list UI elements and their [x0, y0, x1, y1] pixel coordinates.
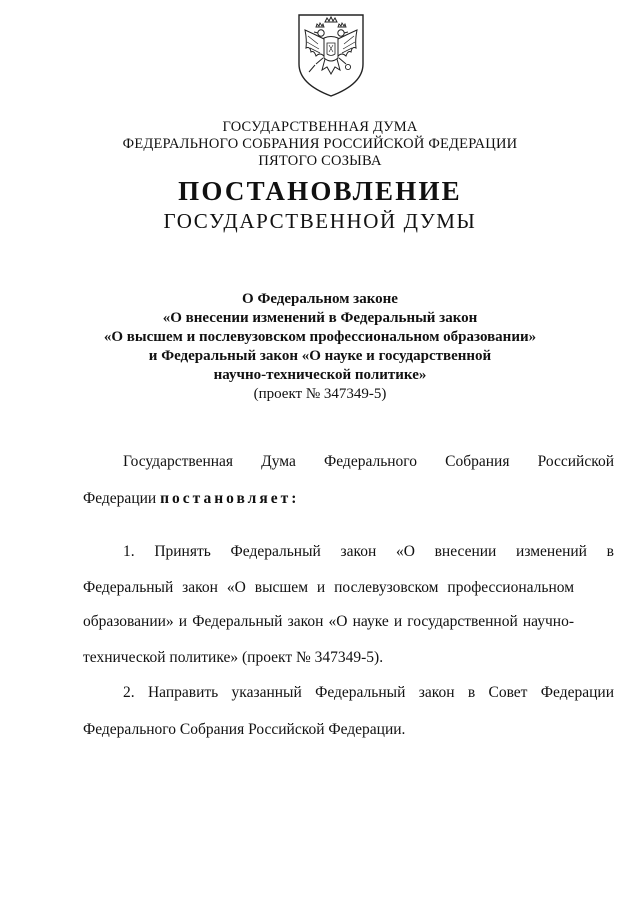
document-issuer-title: ГОСУДАРСТВЕННОЙ ДУМЫ: [163, 209, 477, 233]
document-subject: [0, 290, 640, 404]
coat-of-arms-icon: [296, 12, 366, 98]
item-2-line-1: 2. Направить указанный Федеральный закон в Совет Федерации: [123, 684, 614, 701]
subject-line-1: О Федеральном законе: [242, 291, 398, 307]
preamble-line-1: Государственная Дума Федерального Собрания Российской: [123, 453, 614, 470]
subject-line-4: и Федеральный закон «О науке и государственной: [148, 348, 492, 364]
project-number: (проект № 347349-5): [253, 386, 387, 402]
item-1-line-4: технической политике» (проект № 347349-5).: [83, 649, 384, 666]
item-1-line-1: 1. Принять Федеральный закон «О внесении изменений в: [123, 543, 614, 560]
org-name-line-1: ГОСУДАРСТВЕННАЯ ДУМА: [222, 119, 418, 135]
subject-line-2: «О внесении изменений в Федеральный закон: [162, 310, 478, 326]
preamble-federation-word: Федерации: [83, 490, 157, 507]
subject-line-3: «О высшем и послевузовском профессиональном образовании»: [103, 329, 537, 345]
decision-word: постановляет:: [160, 490, 300, 507]
item-2-line-2: Федерального Собрания Российской Федерации.: [83, 721, 406, 738]
subject-line-5: научно-технической политике»: [213, 367, 427, 383]
convocation-line: ПЯТОГО СОЗЫВА: [258, 153, 382, 169]
item-1-line-2: Федеральный закон «О высшем и послевузовском профессиональном: [83, 579, 574, 596]
item-1-line-3: образовании» и Федеральный закон «О науке и государственной научно-: [83, 613, 574, 630]
preamble-line-2: [83, 489, 574, 508]
document-type-title: ПОСТАНОВЛЕНИЕ: [178, 176, 462, 206]
org-name-line-2: ФЕДЕРАЛЬНОГО СОБРАНИЯ РОССИЙСКОЙ ФЕДЕРАЦИИ: [122, 136, 518, 152]
